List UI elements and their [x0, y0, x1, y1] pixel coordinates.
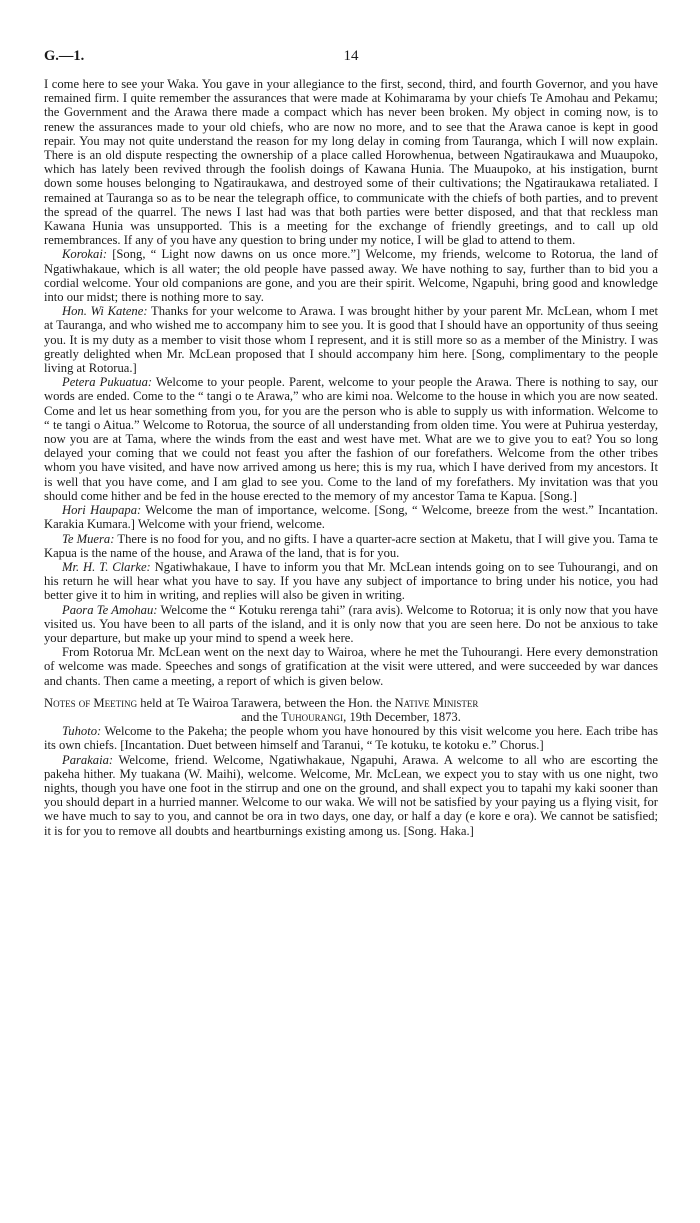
notes-heading-line-1 — [44, 696, 658, 710]
paragraph-text: Welcome the man of importance, welcome. [Song, “ Welcome, breeze from the west.” Incantation. Karakia Kumara.] Welcome with your friend, welcome. — [44, 503, 659, 532]
body-text — [44, 77, 658, 838]
paragraph — [44, 645, 658, 688]
speaker: Parakaia: — [62, 752, 114, 767]
paragraph — [44, 247, 658, 304]
paragraph-text: There is no food for you, and no gifts. I have a quarter-acre section at Maketu, that I will give you. Tama te Kapua is the name of the house, and Arawa of the land, that is for you. — [44, 531, 658, 560]
paragraph — [44, 603, 658, 646]
paragraph-text: Welcome to your people. Parent, welcome to your people the Arawa. There is nothing to say, our words are ended. Come to the “ tangi o te Arawa,” who are kimi noa. Welcome to the house in which you are now seated. Come and let us hear something from you, for you are the person who is able to supply us with information. Welcome to “ te tangi o Aitua.” Welcome to Rotorua, the source of all understanding from olden time. You were at Puhirua yesterday, now you are at Tama, where the winds from the east and west have met. What are we to give you to eat? You so long delayed your coming that we could not feast you after the fashion of our forefathers. Welcome from the other tribes whom you have visited, and have now arrived among us here; this is my rua, which I have derived from my ancestors. It is well that you have come, and I am glad to see you. Come to the land of my forefathers. My invitation was that you should come hither and be fed in the house erected to the memory of my ancestor Tama te Kapua. [Song.] — [44, 375, 658, 503]
paragraph-text: Welcome, friend. Welcome, Ngatiwhakaue, Ngapuhi, Arawa. A welcome to all who are escorting the pakeha hither. My tuakana (W. Maihi), welcome. Welcome, Mr. McLean, we expect you to stay with us one night, two nights, though you have one foot in the stirrup and one on the ground, and shall expect you to tapahi my kaki sooner than you should depart in a hurried manner. Welcome to our waka. We will not be satisfied by your paying us a flying visit, for we have much to say to you, and cannot be ora in two days, one day, or half a day (e kore e ora). We cannot be satisfied; it is for you to remove all doubts and heartburnings existing among us. [Song. Haka.] — [44, 752, 659, 838]
notes-heading-middle: held at Te Wairoa Tarawera, between the Hon. the — [137, 695, 395, 710]
paragraph-text: Ngatiwhakaue, I have to inform you that Mr. McLean intends going on to see Tuhourangi, and on his return he will hear what you have to say. If you have any subject of importance to bring under his notice, you had better give it to him in writing, and replies will also be given in writing. — [44, 559, 659, 603]
paragraph — [44, 304, 658, 375]
notes-of-meeting-heading — [44, 696, 658, 724]
paragraph-text: [Song, “ Light now dawns on us once more.”] Welcome, my friends, welcome to Rotorua, the land of Ngatiwhakaue, which is all water; the old people have passed away. We have nothing to say, further than to bid you a cordial welcome. Your old companions are gone, and you are their spirit. Welcome, Ngapuhi, bring good and knowledge into our midst; there is nothing more to say. — [44, 247, 659, 305]
notes-heading-prefix: Notes of Meeting — [44, 695, 138, 710]
paragraph — [44, 724, 658, 752]
document-reference: G.—1. — [44, 48, 85, 64]
notes-heading-minister: Native Minister — [394, 695, 479, 710]
page-header — [44, 40, 658, 64]
paragraph-text: Welcome to the Pakeha; the people whom you have honoured by this visit welcome you here. Each tribe has its own chiefs. [Incantation. Duet between himself and Taranui, “ Te kotuku, te kotoku e.” Chorus.] — [44, 724, 659, 753]
paragraph — [44, 375, 658, 503]
speaker: Hon. Wi Katene: — [62, 304, 148, 319]
speaker: Korokai: — [62, 247, 108, 262]
paragraph-text: From Rotorua Mr. McLean went on the next day to Wairoa, where he met the Tuhourangi. Here every demonstration of welcome was made. Speeches and songs of gratification at the visit were uttered, and were succeeded by war dances and chants. Then came a meeting, a report of which is given below. — [44, 645, 658, 688]
page-number: 14 — [343, 48, 359, 64]
notes-heading-tribe: Tuhourangi — [280, 709, 344, 724]
speaker: Hori Haupapa: — [62, 503, 142, 518]
paragraph — [44, 503, 658, 531]
paragraph-text: Welcome the “ Kotuku rerenga tahi” (rara avis). Welcome to Rotorua; it is only now that you have visited us. You have been to all parts of the island, and it is only now that you are seen here. Do not be anxious to take your departure, but make up your mind to spend a week here. — [44, 602, 658, 645]
paragraph — [44, 753, 658, 838]
paragraph — [44, 532, 658, 560]
notes-heading-and: and the — [241, 709, 281, 724]
speaker: Mr. H. T. Clarke: — [62, 559, 151, 574]
paragraph-text: Thanks for your welcome to Arawa. I was brought hither by your parent Mr. McLean, whom I met at Tauranga, and who wished me to accompany him to see you. It is good that I should have an opportunity of thus seeing you. It is my duty as a member to visit those whom I represent, and it is still more so as a member of the Ministry. I was greatly delighted when Mr. McLean proposed that I should accompany him here. [Song, complimentary to the people living at Rotorua.] — [44, 304, 659, 376]
speaker: Tuhoto: — [62, 724, 102, 739]
speaker: Petera Pukuatua: — [62, 375, 153, 390]
paragraph — [44, 77, 658, 247]
paragraph — [44, 560, 658, 603]
paragraph-text: I come here to see your Waka. You gave in your allegiance to the first, second, third, and fourth Governor, and you have remained firm. I quite remember the assurances that were made at Kohimarama by your chiefs Te Amohau and Pekamu; the Government and the Arawa there made a compact which has never been broken. My object in coming now, is to renew the assurances made to your old chiefs, who are now no more, and to see that the Arawa canoe is kept in good repair. You may not quite understand the reason for my long delay in coming from Tauranga, which I will now explain. There is an old dispute respecting the ownership of a place called Horowhenua, between Ngatiraukawa and Muaupoko, which has lately been revived through the foolish doings of Kawana Hunia. The Muaupoko, at his instigation, burnt down some houses belonging to Ngatiraukawa, and destroyed some of their cultivations; the Ngatiraukawa retaliated. I remained at Tauranga so as to be near the telegraph office, to communicate with the chiefs of both parties, and to prevent the spread of the quarrel. The news I last had was that both parties were better disposed, and that that reckless man Kawana Hunia was unsupported. This is a meeting for the exchange of friendly greetings, and to call up old remembrances. If any of you have any question to bring under my notice, I will be glad to attend to them. — [44, 77, 658, 248]
speaker: Paora Te Amohau: — [62, 602, 158, 617]
document-page — [44, 40, 658, 838]
notes-heading-date: , 19th December, 1873. — [343, 709, 461, 724]
speaker: Te Muera: — [62, 531, 115, 546]
notes-heading-line-2 — [44, 710, 658, 724]
